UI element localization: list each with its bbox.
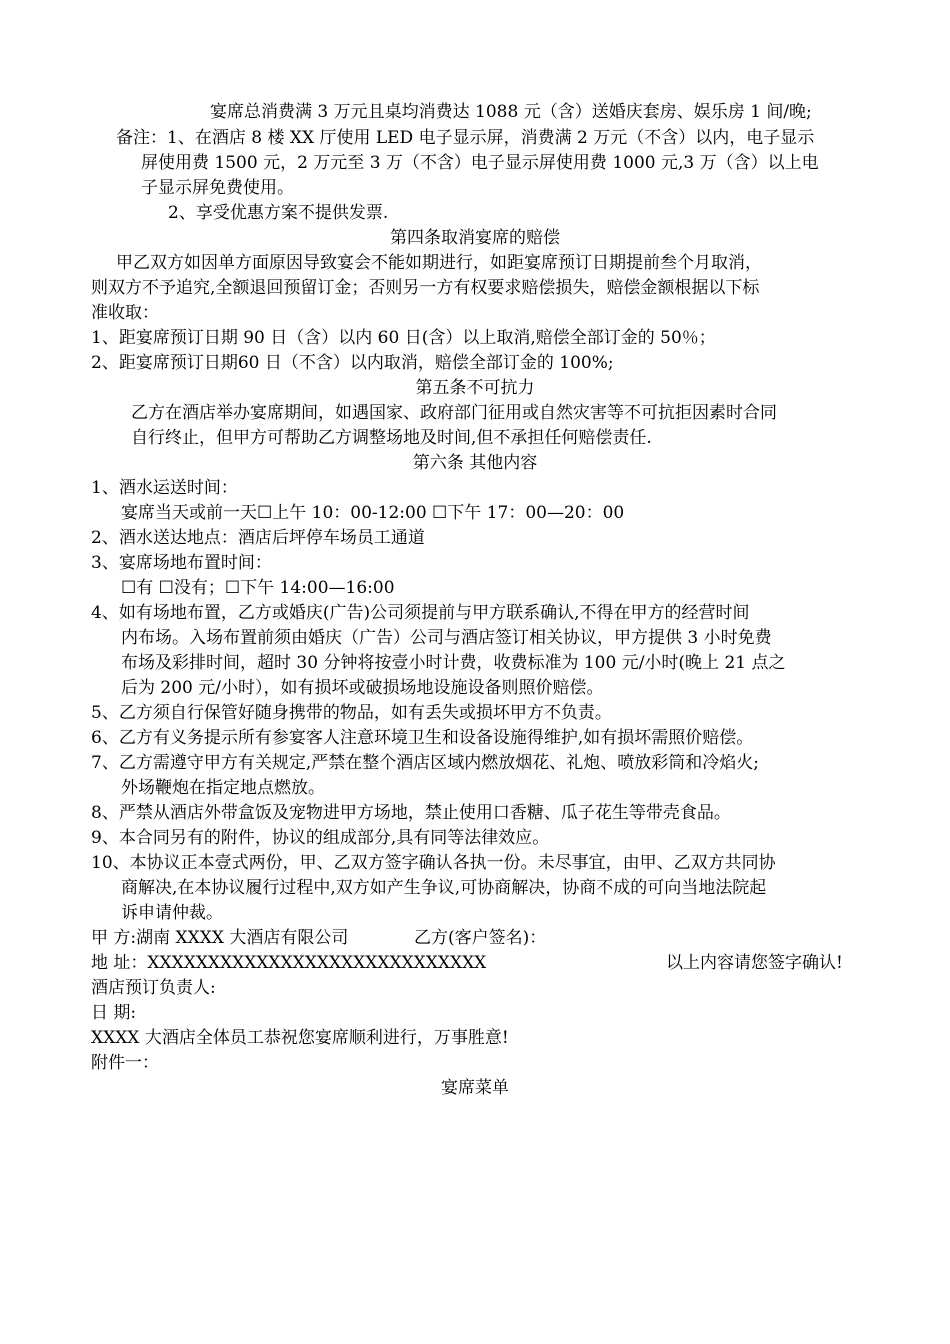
address-line: 地 址：XXXXXXXXXXXXXXXXXXXXXXXXXXXX	[91, 953, 487, 973]
menu-title: 宴席菜单	[441, 1078, 509, 1098]
party-a-label: 甲 方:湖南 XXXX 大酒店有限公司	[91, 928, 349, 948]
section4-title: 第四条取消宴席的赔偿	[390, 228, 560, 248]
section5-title: 第五条不可抗力	[415, 378, 535, 398]
section6-item-4-cont: 布场及彩排时间，超时 30 分钟将按壹小时计费，收费标准为 100 元/小时(晚上 21 点之	[121, 653, 786, 673]
party-b-signature-label: 乙方(客户签名)：	[414, 928, 547, 948]
section4-paragraph: 甲乙双方如因单方面原因导致宴会不能如期进行，如距宴席预订日期提前叁个月取消，	[116, 253, 762, 273]
section6-item-7-cont: 外场鞭炮在指定地点燃放。	[121, 778, 325, 798]
section4-paragraph-cont: 则双方不予追究,全额退回预留订金；否则另一方有权要求赔偿损失，赔偿金额根据以下标	[91, 278, 760, 298]
section4-paragraph-cont: 准收取：	[91, 303, 159, 323]
section3-note2: 2、享受优惠方案不提供发票.	[168, 203, 389, 223]
section6-title: 第六条 其他内容	[412, 453, 538, 473]
closing-wish: XXXX 大酒店全体员工恭祝您宴席顺利进行，万事胜意!	[91, 1028, 509, 1048]
section3-note1-cont: 屏使用费 1500 元，2 万元至 3 万（不含）电子显示屏使用费 1000 元,3 万（含）以上电	[141, 153, 819, 173]
date-label: 日 期:	[91, 1003, 137, 1023]
section6-item-1: 1、酒水运送时间：	[91, 478, 238, 498]
section6-item-10-cont: 诉申请仲裁。	[121, 903, 223, 923]
signature-confirm-note: 以上内容请您签字确认!	[666, 953, 843, 973]
section6-item-9: 9、本合同另有的附件，协议的组成部分,具有同等法律效应。	[91, 828, 550, 848]
section6-item-7: 7、乙方需遵守甲方有关规定,严禁在整个酒店区域内燃放烟花、礼炮、喷放彩筒和冷焰火;	[91, 753, 759, 773]
section6-item-6: 6、乙方有义务提示所有参宴客人注意环境卫生和设备设施得维护,如有损坏需照价赔偿。	[91, 728, 754, 748]
section4-item-2: 2、距宴席预订日期60 日（不含）以内取消，赔偿全部订金的 100%;	[91, 353, 614, 373]
section6-item-10-cont: 商解决,在本协议履行过程中,双方如产生争议,可协商解决，协商不成的可向当地法院起	[121, 878, 767, 898]
section5-paragraph-cont: 自行终止，但甲方可帮助乙方调整场地及时间,但不承担任何赔偿责任.	[131, 428, 652, 448]
section6-item-3: 3、宴席场地布置时间：	[91, 553, 272, 573]
section6-item-10: 10、本协议正本壹式两份，甲、乙双方签字确认各执一份。未尽事宜，由甲、乙双方共同协	[91, 853, 776, 873]
section3-note1-cont: 子显示屏免费使用。	[141, 178, 294, 198]
section6-item-4: 4、如有场地布置，乙方或婚庆(广告)公司须提前与甲方联系确认,不得在甲方的经营时间	[91, 603, 750, 623]
section6-item-4-cont: 内布场。入场布置前须由婚庆（广告）公司与酒店签订相关协议，甲方提供 3 小时免费	[121, 628, 772, 648]
section6-item-2: 2、酒水送达地点：酒店后坪停车场员工通道	[91, 528, 425, 548]
section5-paragraph: 乙方在酒店举办宴席期间，如遇国家、政府部门征用或自然灾害等不可抗拒因素时合同	[131, 403, 777, 423]
booking-manager-label: 酒店预订负责人:	[91, 978, 216, 998]
section6-item-5: 5、乙方须自行保管好随身携带的物品，如有丢失或损坏甲方不负责。	[91, 703, 612, 723]
section3-note1: 备注：1、在酒店 8 楼 XX 厅使用 LED 电子显示屏，消费满 2 万元（不含）以内，电子显示	[116, 128, 815, 148]
section3-line1: 宴席总消费满 3 万元且桌均消费达 1088 元（含）送婚庆套房、娱乐房 1 间/晚;	[210, 102, 812, 122]
setup-time-options: ☐有 ☐没有；☐下午 14:00—16:00	[121, 578, 395, 598]
section6-item-8: 8、严禁从酒店外带盒饭及宠物进甲方场地，禁止使用口香糖、瓜子花生等带壳食品。	[91, 803, 731, 823]
delivery-time-options: 宴席当天或前一天☐上午 10：00-12:00 ☐下午 17：00—20：00	[121, 503, 625, 523]
section4-item-1: 1、距宴席预订日期 90 日（含）以内 60 日(含）以上取消,赔偿全部订金的 50％；	[91, 328, 716, 348]
attachment-label: 附件一：	[91, 1053, 159, 1073]
section6-item-4-cont: 后为 200 元/小时），如有损坏或破损场地设施设备则照价赔偿。	[121, 678, 604, 698]
